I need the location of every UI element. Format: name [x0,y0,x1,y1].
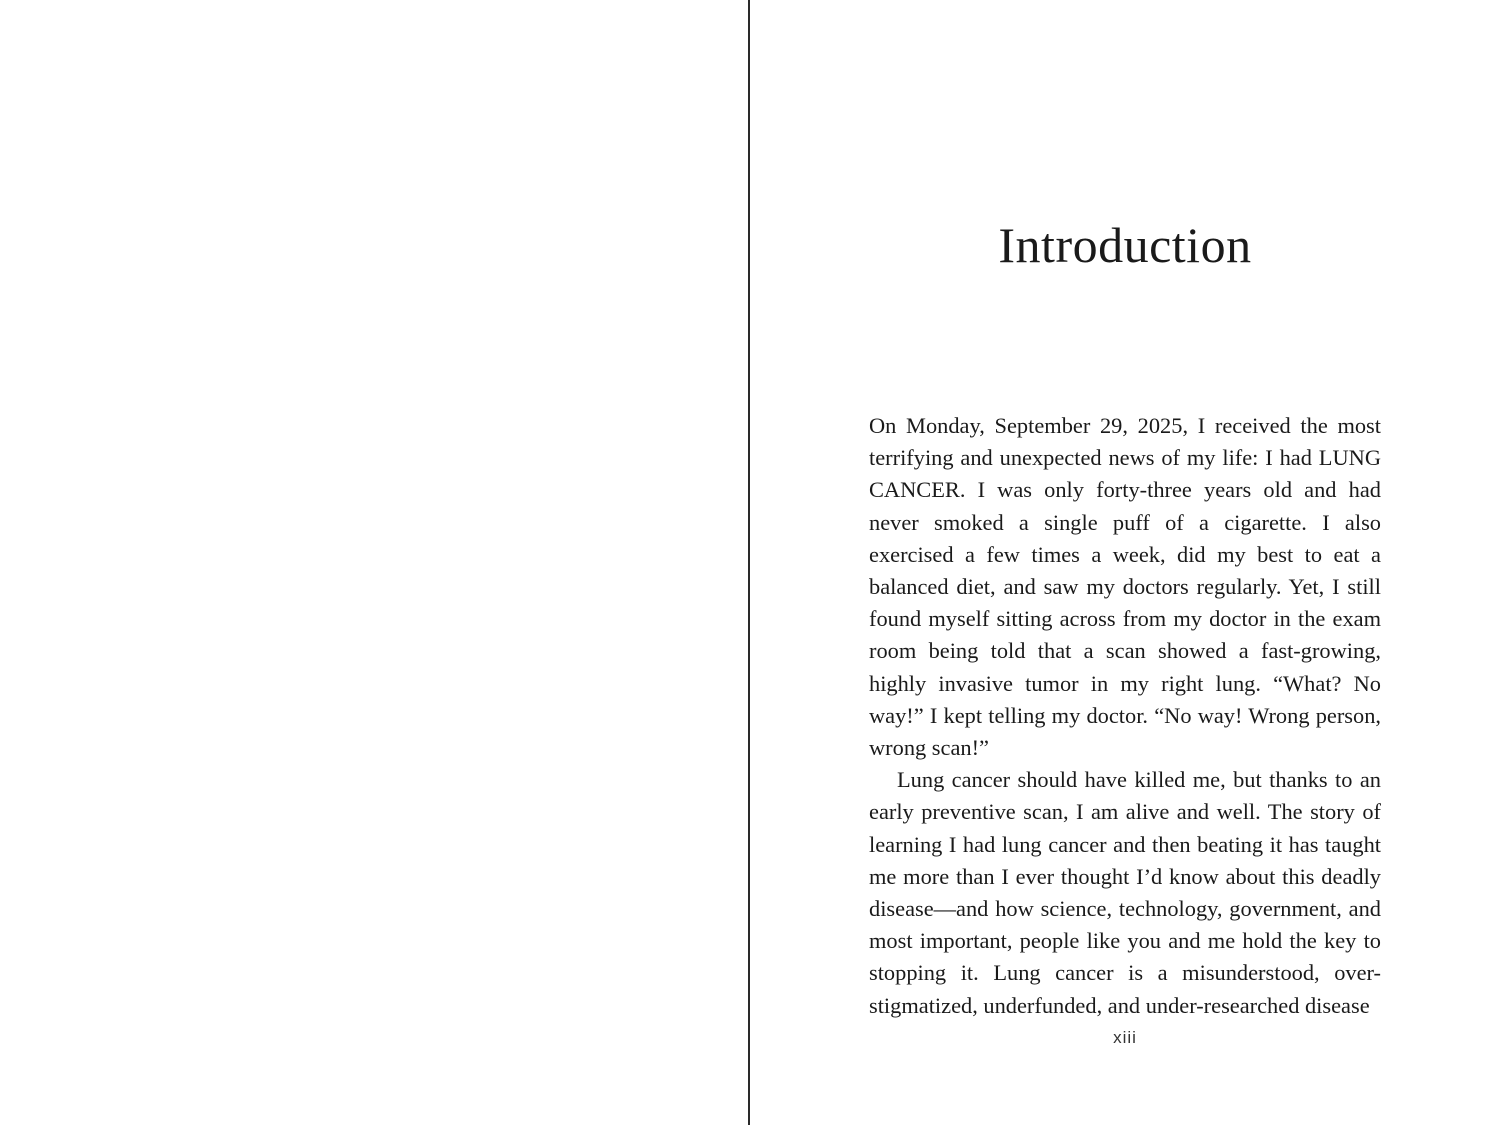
paragraph-1: On Monday, September 29, 2025, I received the most terrifying and unexpected news of my life: I had LUNG CANCER. I was only forty-three years old and had never smoked a single puff of a cigarette. I also exercised a few times a week, did my best to eat a balanced diet, and saw my doctors regularly. Yet, I still found myself sitting across from my doctor in the exam room being told that a scan showed a fast-growing, highly invasive tumor in my right lung. “What? No way!” I kept telling my doctor. “No way! Wrong person, wrong scan!” [869,413,1381,761]
body-text [869,410,1381,1022]
right-page [750,0,1500,1125]
paragraph-2: Lung cancer should have killed me, but thanks to an early preventive scan, I am alive and well. The story of learning I had lung cancer and then beating it has taught me more than I ever thought I’d know about this deadly disease—and how science, technology, government, and most important, people like you and me hold the key to stopping it. Lung cancer is a misunderstood, over-stigmatized, underfunded, and under-researched disease [869,767,1381,1018]
chapter-title: Introduction [998,217,1252,273]
page-number: xiii [1113,1028,1137,1047]
left-page-blank [0,0,749,1125]
